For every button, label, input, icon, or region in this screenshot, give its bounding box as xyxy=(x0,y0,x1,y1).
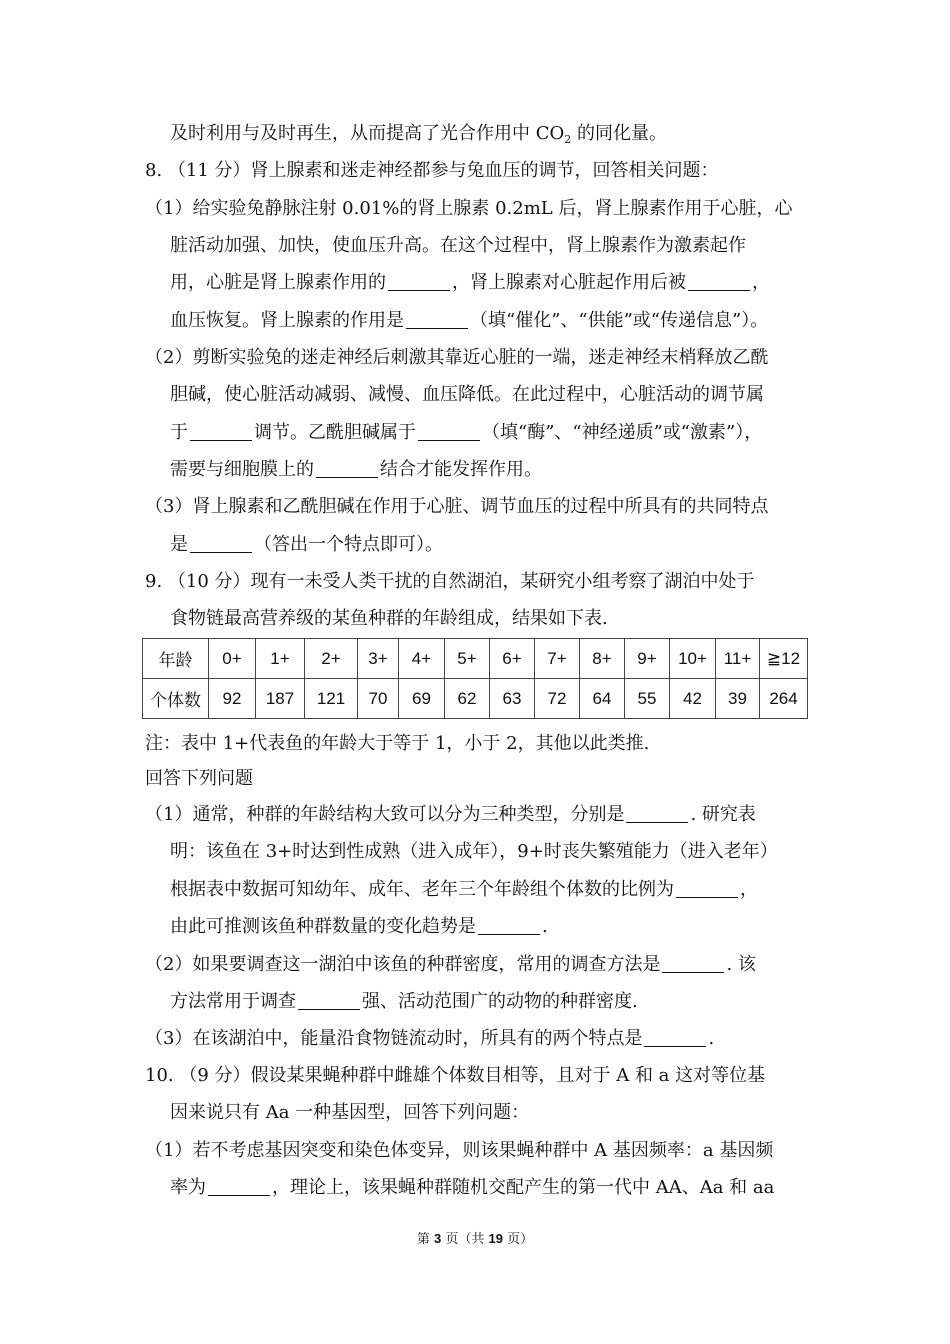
table-cell: 69 xyxy=(399,679,445,719)
text-line: 血压恢复。肾上腺素的作用是 （填“催化”、“供能”或“传递信息”）。 xyxy=(170,310,769,331)
answer-blank[interactable] xyxy=(418,422,480,441)
table-cell: 2+ xyxy=(305,639,358,679)
question-10-heading: 10. （9 分）假设某果蝇种群中雌雄个体数目相等，且对于 A 和 a 这对等位基 xyxy=(145,1065,766,1086)
table-cell: 6+ xyxy=(490,639,535,679)
answer-blank[interactable] xyxy=(478,916,540,935)
text-line: 需要与细胞膜上的 结合才能发挥作用。 xyxy=(170,459,542,480)
table-cell: 11+ xyxy=(716,639,760,679)
text-line: 食物链最高营养级的某鱼种群的年龄组成，结果如下表. xyxy=(170,608,608,629)
table-cell: 72 xyxy=(535,679,580,719)
table-header-cell: 个体数 xyxy=(143,679,209,719)
page-footer: 第 3 页（共 19 页） xyxy=(416,1231,534,1247)
table-header-cell: 年龄 xyxy=(143,639,209,679)
answer-blank[interactable] xyxy=(688,272,750,291)
text-line: 及时利用与及时再生，从而提高了光合作用中 $CO_2$ 的同化量。 xyxy=(170,123,667,146)
table-cell: 92 xyxy=(209,679,256,719)
table-cell: 63 xyxy=(490,679,535,719)
text-line: 回答下列问题 xyxy=(145,768,253,789)
text-line: 用，心脏是肾上腺素作用的 ，肾上腺素对心脏起作用后被 ， xyxy=(170,272,770,293)
table-cell: 42 xyxy=(670,679,716,719)
text-line: （1）通常，种群的年龄结构大致可以分为三种类型，分别是 . 研究表 xyxy=(145,804,756,825)
answer-blank[interactable] xyxy=(190,422,252,441)
table-row xyxy=(143,639,808,679)
table-cell: 62 xyxy=(445,679,490,719)
answer-blank[interactable] xyxy=(644,1028,706,1047)
table-cell: 4+ xyxy=(399,639,445,679)
table-cell: 187 xyxy=(256,679,305,719)
answer-blank[interactable] xyxy=(676,879,738,898)
text-line: （3）在该湖泊中，能量沿食物链流动时，所具有的两个特点是 . xyxy=(145,1028,715,1049)
table-cell: 7+ xyxy=(535,639,580,679)
text-line: 根据表中数据可知幼年、成年、老年三个年龄组个体数的比例为 ， xyxy=(170,879,758,900)
age-table xyxy=(142,638,808,719)
table-cell: 264 xyxy=(760,679,808,719)
table-cell: 0+ xyxy=(209,639,256,679)
question-8-heading: 8. （11 分）肾上腺素和迷走神经都参与兔血压的调节，回答相关问题： xyxy=(145,160,719,181)
answer-blank[interactable] xyxy=(190,534,252,553)
text-line: 率为 ，理论上，该果蝇种群随机交配产生的第一代中 AA、Aa 和 aa xyxy=(170,1177,775,1198)
text-line: 明：该鱼在 3+时达到性成熟（进入成年），9+时丧失繁殖能力（进入老年） xyxy=(170,841,778,862)
text-line: 方法常用于调查 强、活动范围广的动物的种群密度. xyxy=(170,991,638,1012)
table-cell: 55 xyxy=(625,679,670,719)
table-cell: 10+ xyxy=(670,639,716,679)
question-9-heading: 9. （10 分）现有一未受人类干扰的自然湖泊，某研究小组考察了湖泊中处于 xyxy=(145,571,755,592)
text-line: 于 调节。乙酰胆碱属于 （填“酶”、“神经递质”或“激素”）， xyxy=(170,422,763,443)
subscript: 2 xyxy=(564,133,572,146)
table-cell: 39 xyxy=(716,679,760,719)
table-cell: ≧12 xyxy=(760,639,808,679)
text-line: 是 （答出一个特点即可）。 xyxy=(170,534,443,555)
answer-blank[interactable] xyxy=(626,804,688,823)
text-line: （2）如果要调查这一湖泊中该鱼的种群密度，常用的调查方法是 . 该 xyxy=(145,954,756,975)
text-line: 因来说只有 Aa 一种基因型，回答下列问题： xyxy=(170,1102,530,1123)
text-line: 脏活动加强、加快，使血压升高。在这个过程中，肾上腺素作为激素起作 xyxy=(170,235,746,256)
table-cell: 9+ xyxy=(625,639,670,679)
table-row xyxy=(143,679,808,719)
answer-blank[interactable] xyxy=(662,954,724,973)
answer-blank[interactable] xyxy=(298,991,360,1010)
text-line: 由此可推测该鱼种群数量的变化趋势是 . xyxy=(170,916,548,937)
text-line: 胆碱，使心脏活动减弱、减慢、血压降低。在此过程中，心脏活动的调节属 xyxy=(170,384,764,405)
page-number: 3 xyxy=(434,1231,442,1246)
text-line: （2）剪断实验兔的迷走神经后刺激其靠近心脏的一端，迷走神经末梢释放乙酰 xyxy=(145,347,769,368)
table-cell: 8+ xyxy=(580,639,625,679)
table-cell: 1+ xyxy=(256,639,305,679)
text-line: （1）给实验兔静脉注射 0.01%的肾上腺素 0.2mL 后，肾上腺素作用于心脏，心 xyxy=(145,198,793,219)
table-note: 注：表中 1+代表鱼的年龄大于等于 1，小于 2，其他以此类推. xyxy=(145,733,650,754)
table-cell: 3+ xyxy=(358,639,399,679)
answer-blank[interactable] xyxy=(388,272,450,291)
table-cell: 64 xyxy=(580,679,625,719)
table-cell: 70 xyxy=(358,679,399,719)
table-cell: 5+ xyxy=(445,639,490,679)
text-line: （1）若不考虑基因突变和染色体变异，则该果蝇种群中 A 基因频率：a 基因频 xyxy=(145,1140,774,1161)
answer-blank[interactable] xyxy=(316,459,378,478)
text-line: （3）肾上腺素和乙酰胆碱在作用于心脏、调节血压的过程中所具有的共同特点 xyxy=(145,496,769,517)
page-total: 19 xyxy=(488,1231,503,1246)
table-cell: 121 xyxy=(305,679,358,719)
answer-blank[interactable] xyxy=(208,1177,270,1196)
answer-blank[interactable] xyxy=(406,310,468,329)
